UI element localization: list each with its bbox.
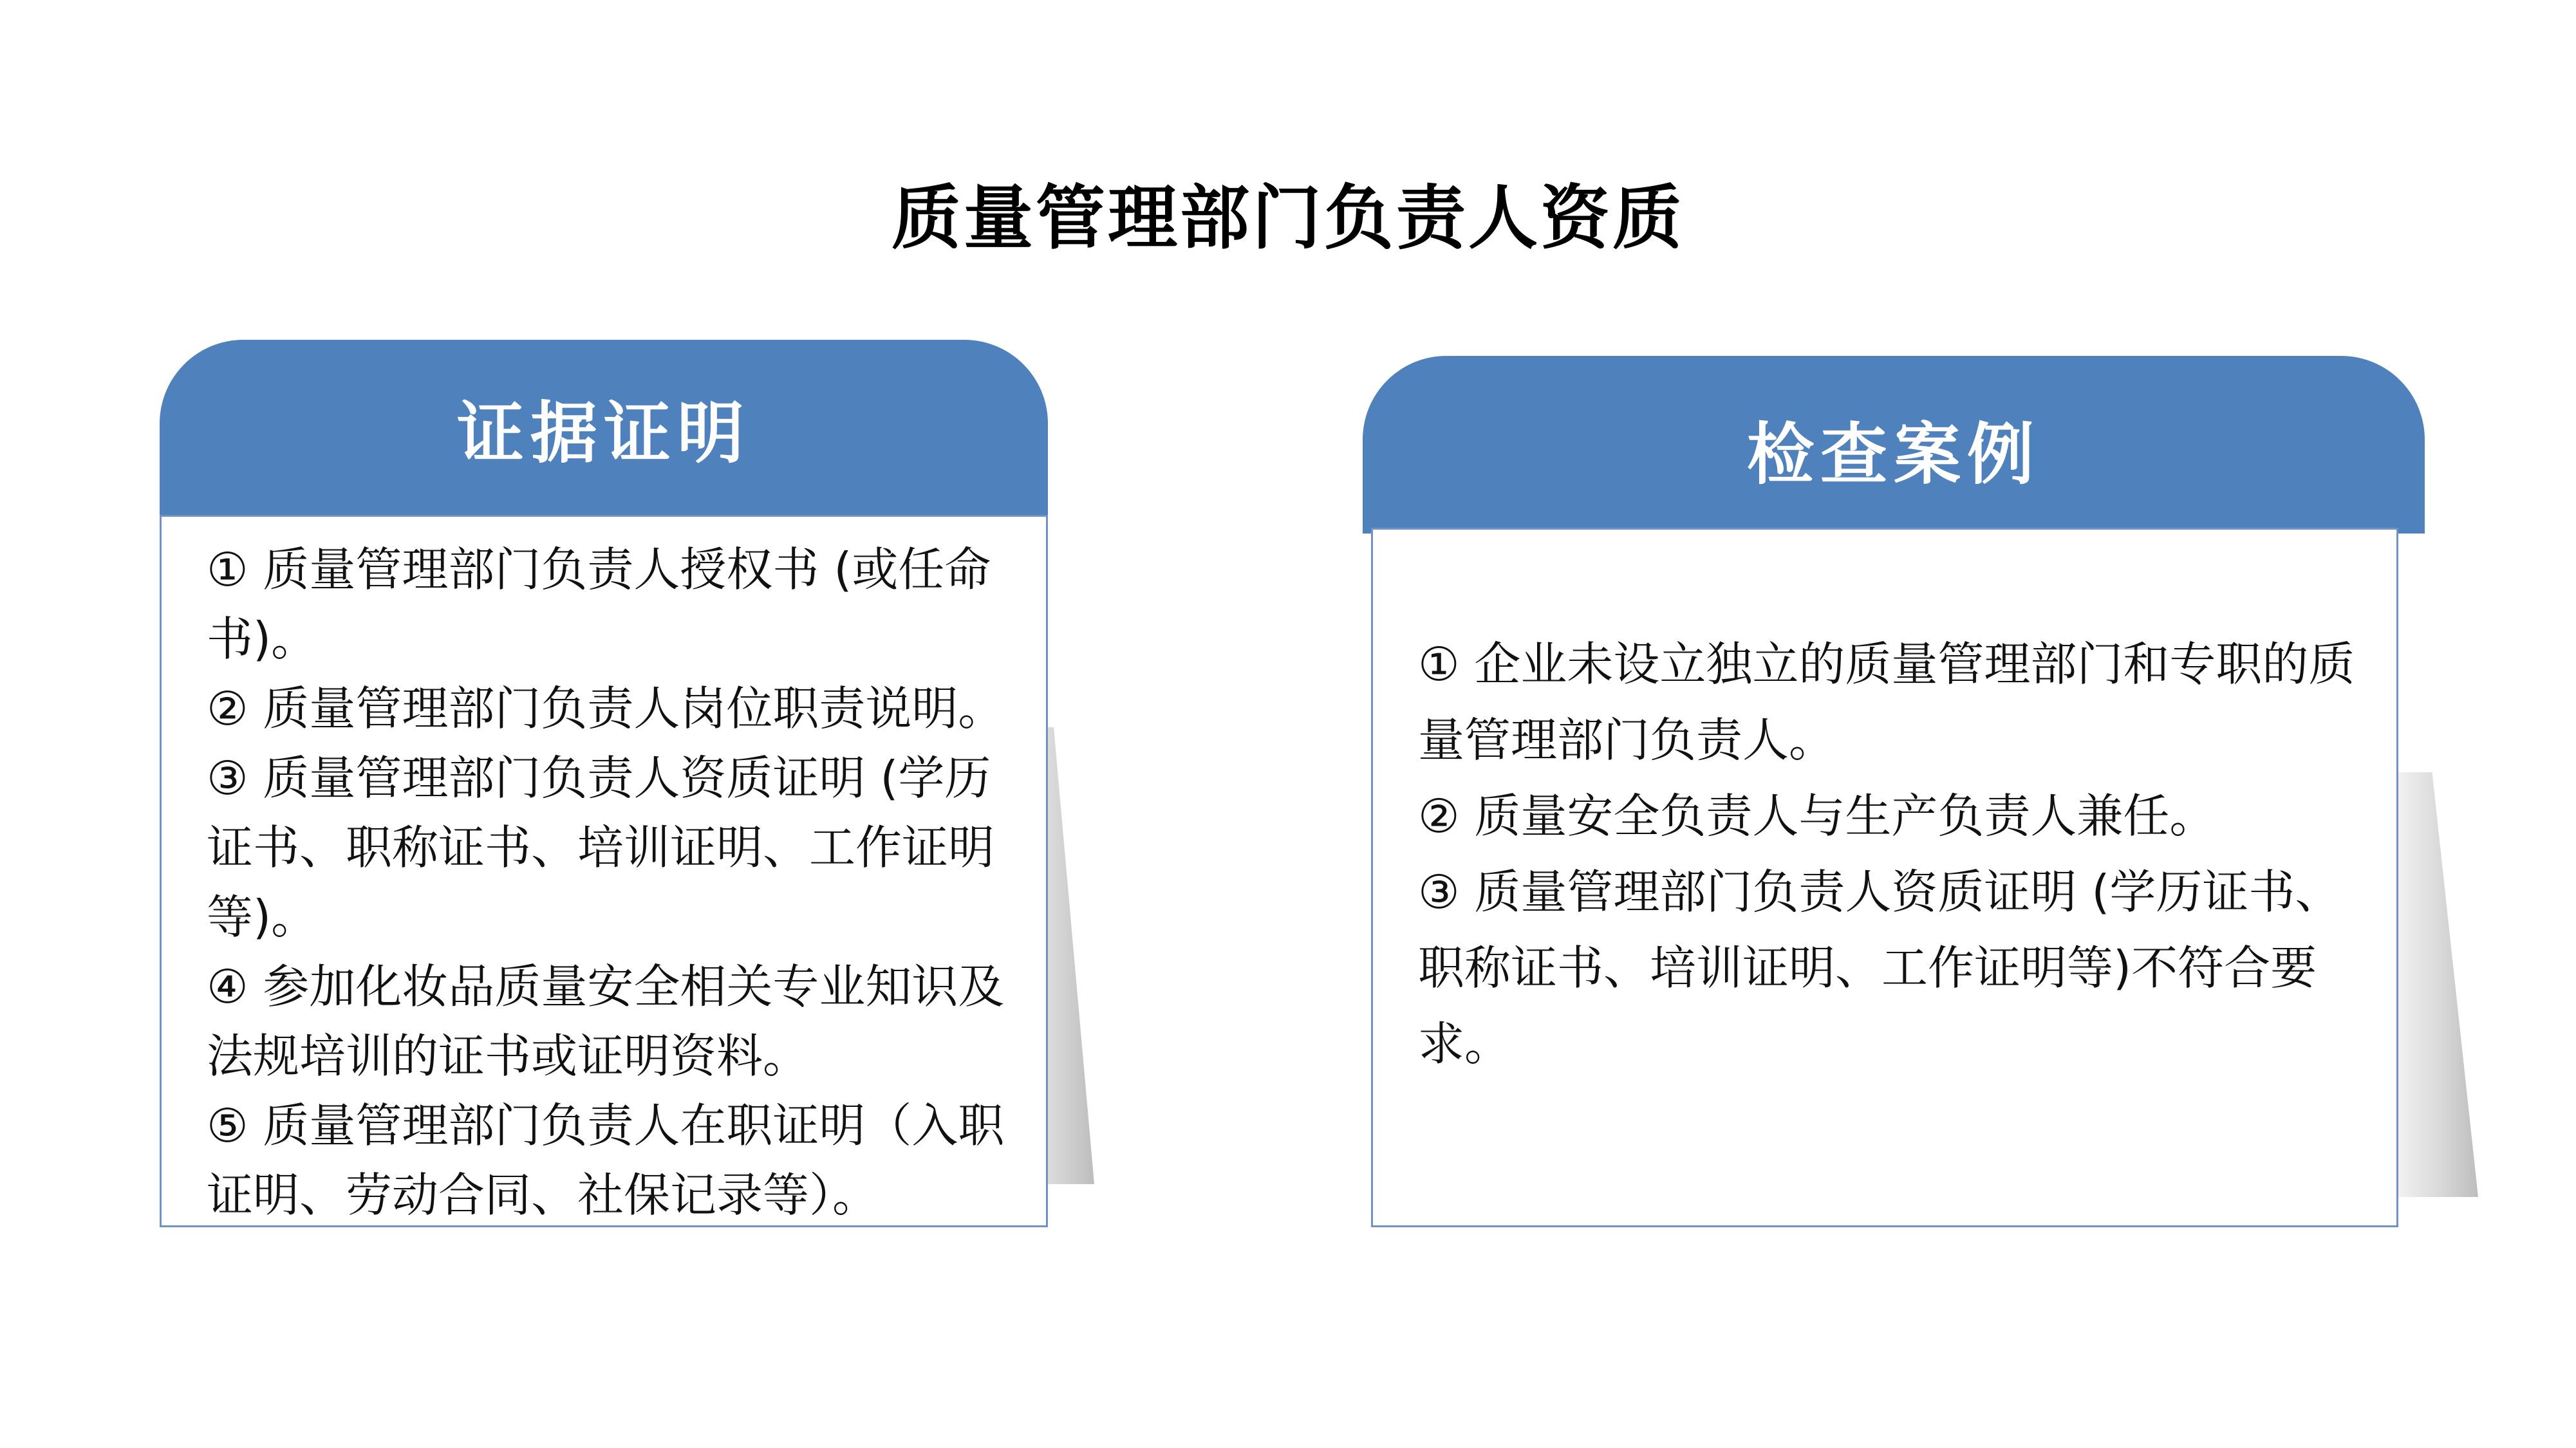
- inspection-item-2: ② 质量安全负责人与生产负责人兼任。: [1418, 789, 2216, 843]
- evidence-card-header: [160, 340, 1048, 519]
- inspection-card-shadow: [2394, 772, 2478, 1197]
- inspection-item-1: ① 企业未设立独立的质量管理部门和专职的质量管理部门负责人。: [1418, 637, 2355, 767]
- page-title: 质量管理部门负责人资质: [891, 178, 1685, 259]
- evidence-item-3: ③ 质量管理部门负责人资质证明 (学历证书、职称证书、培训证明、工作证明等)。: [207, 751, 995, 944]
- evidence-item-5: ⑤ 质量管理部门负责人在职证明（入职证明、劳动合同、社保记录等）。: [207, 1099, 1005, 1222]
- inspection-list: [1418, 626, 2381, 1082]
- evidence-item-2: ② 质量管理部门负责人岗位职责说明。: [207, 682, 1005, 736]
- inspection-card-title: 检查案例: [1746, 415, 2040, 494]
- inspection-item-3: ③ 质量管理部门负责人资质证明 (学历证书、职称证书、培训证明、工作证明等)不符合要求。: [1418, 865, 2342, 1071]
- evidence-card-title: 证据证明: [456, 394, 751, 472]
- evidence-item-1: ① 质量管理部门负责人授权书 (或任命书)。: [207, 543, 991, 666]
- inspection-card-body: [1371, 528, 2398, 1227]
- evidence-item-4: ④ 参加化妆品质量安全相关专业知识及法规培训的证书或证明资料。: [207, 960, 1005, 1083]
- evidence-card-body: [160, 515, 1048, 1227]
- evidence-list: [207, 535, 1027, 1230]
- inspection-card-header: [1363, 356, 2425, 534]
